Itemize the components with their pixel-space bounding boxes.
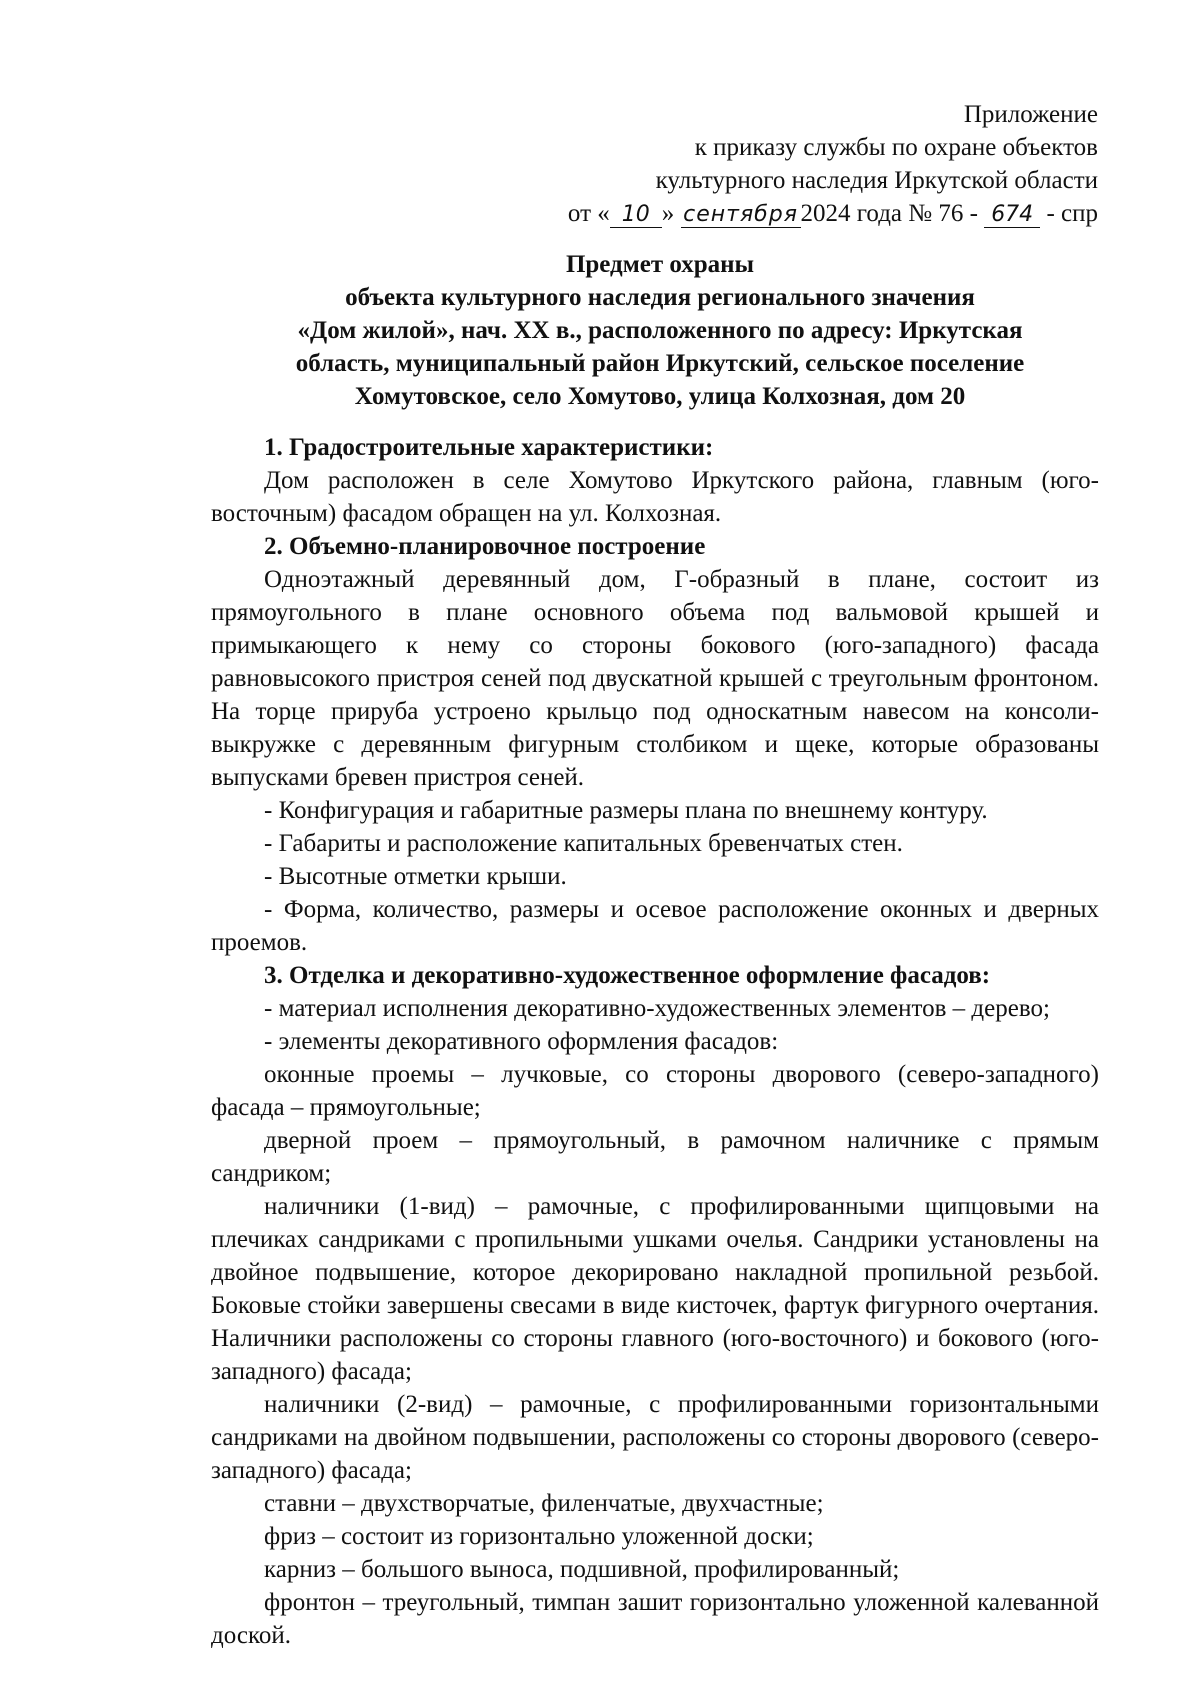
handwritten-order-number: 674: [984, 203, 1040, 228]
section-3-paragraph: - материал исполнения декоративно-художественных элементов – дерево;: [264, 995, 1050, 1022]
section-2-item: - Конфигурация и габаритные размеры плана по внешнему контуру.: [264, 797, 988, 824]
section-3-paragraph: ставни – двухстворчатые, филенчатые, двухчастные;: [264, 1490, 824, 1517]
date-prefix: от «: [567, 200, 610, 227]
appendix-header: [568, 98, 1098, 230]
title-line-2: объекта культурного наследия регионального значения: [345, 284, 975, 311]
title-line-4: область, муниципальный район Иркутский, сельское поселение: [295, 350, 1025, 377]
order-reference-line: к приказу службы по охране объектов: [694, 134, 1098, 161]
section-3-paragraph: фронтон – треугольный, тимпан зашит горизонтально уложенной калеванной доской.: [211, 1589, 1099, 1649]
title-line-3: «Дом жилой», нач. XX в., расположенного по адресу: Иркутская: [297, 317, 1023, 344]
section-3-paragraph: фриз – состоит из горизонтально уложенной доски;: [264, 1523, 814, 1550]
document-title: [230, 248, 1090, 413]
section-2-text: Одноэтажный деревянный дом, Г-образный в плане, состоит из прямоугольного в плане основного объема под вальмовой крышей и примыкающего к нему со стороны бокового (юго-западного) фасада равновысокого пристроя сеней под двускатной крышей с треугольным фронтоном. На торце прируба устроено крыльцо под односкатным навесом на консоли-выкружке с деревянным фигурным столбиком и щеке, которые образованы выпусками бревен пристроя сеней.: [211, 566, 1099, 791]
handwritten-month: сентября: [681, 203, 801, 228]
section-2-item: - Габариты и расположение капитальных бревенчатых стен.: [264, 830, 903, 857]
section-3-paragraph: наличники (2-вид) – рамочные, с профилированными горизонтальными сандриками на двойном подвышении, расположены со стороны дворового (северо-западного) фасада;: [211, 1391, 1099, 1484]
section-2-item: - Форма, количество, размеры и осевое расположение оконных и дверных проемов.: [211, 896, 1099, 956]
section-1-text: Дом расположен в селе Хомутово Иркутского района, главным (юго-восточным) фасадом обращен на ул. Колхозная.: [211, 467, 1099, 527]
section-2-heading: 2. Объемно-планировочное построение: [264, 533, 706, 560]
handwritten-day: 10: [610, 203, 662, 228]
section-3-paragraph: карниз – большого выноса, подшивной, профилированный;: [264, 1556, 900, 1583]
section-3-heading: 3. Отделка и декоративно-художественное оформление фасадов:: [264, 962, 991, 989]
document-body: [211, 431, 1099, 1652]
section-3-paragraph: оконные проемы – лучковые, со стороны дворового (северо-западного) фасада – прямоугольные;: [211, 1061, 1099, 1121]
agency-line: культурного наследия Иркутской области: [655, 167, 1098, 194]
title-line-5: Хомутовское, село Хомутово, улица Колхозная, дом 20: [354, 383, 966, 410]
section-1-heading: 1. Градостроительные характеристики:: [264, 434, 714, 461]
date-close-quote: »: [661, 200, 675, 227]
title-line-1: Предмет охраны: [565, 251, 755, 278]
section-3-paragraph: дверной проем – прямоугольный, в рамочном наличнике с прямым сандриком;: [211, 1127, 1099, 1187]
order-suffix: - спр: [1046, 200, 1098, 227]
order-date-line: [568, 197, 1098, 230]
appendix-label: Приложение: [963, 101, 1098, 128]
section-3-paragraph: - элементы декоративного оформления фасадов:: [264, 1028, 779, 1055]
year-and-number-text: 2024 года № 76 -: [800, 200, 978, 227]
section-3-paragraph: наличники (1-вид) – рамочные, с профилированными щипцовыми на плечиках сандриками с пропильными ушками очелья. Сандрики установлены на двойное подвышение, которое декорировано накладной пропильной резьбой. Боковые стойки завершены свесами в виде кисточек, фартук фигурного очертания. Наличники расположены со стороны главного (юго-восточного) и бокового (юго-западного) фасада;: [211, 1193, 1099, 1385]
section-2-item: - Высотные отметки крыши.: [264, 863, 567, 890]
